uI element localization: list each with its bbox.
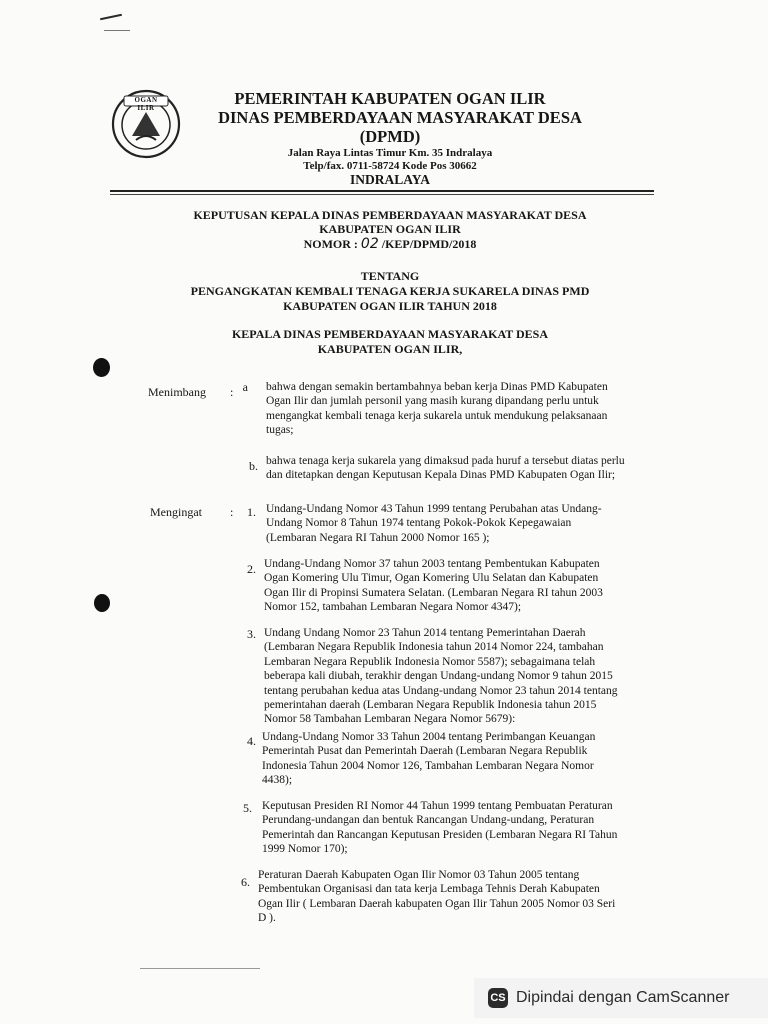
decree-subject-year: KABUPATEN OGAN ILIR TAHUN 2018 <box>283 299 497 313</box>
decree-number-handwritten: 02 <box>360 236 379 252</box>
text-line: Pemerintah dan Rancangan Keputusan Presiden (Lembaran Negara RI Tahun <box>262 828 618 841</box>
text-line: Indonesia Tahun 2004 Nomor 126, Tambahan Lembaran Negara Nomor <box>262 759 594 772</box>
mengingat-marker-2: 2. <box>247 562 256 576</box>
text-line: Keputusan Presiden RI Nomor 44 Tahun 1999 tentang Pembuatan Peraturan <box>262 800 613 812</box>
text-line: Perundang-undangan dan bentuk Rancangan Undang-undang, Peraturan <box>262 814 595 827</box>
menimbang-marker-a: a <box>242 380 248 394</box>
text-line: Nomor 152, tambahan Lembaran Negara Nomor 4347); <box>264 601 522 614</box>
decree-number-suffix: /KEP/DPMD/2018 <box>381 237 477 251</box>
scan-mark-top <box>100 14 122 21</box>
letterhead-agency: DINAS PEMBERDAYAAN MASYARAKAT DESA <box>218 108 582 127</box>
text-line: mengangkat kembali tenaga kerja sukarela untuk mendukung pelaksanaan <box>266 409 608 422</box>
letterhead-address: Jalan Raya Lintas Timur Km. 35 Indralaya <box>287 147 493 159</box>
text-line: beberapa kali diubah, terakhir dengan Undang-undang Nomor 9 tahun 2015 <box>264 670 613 683</box>
text-line: Ogan Ilir dan jumlah personil yang masih kurang dipandang perlu untuk <box>266 395 599 408</box>
mengingat-item-5 <box>262 799 617 857</box>
letterhead-phone: Telp/fax. 0711-58724 Kode Pos 30662 <box>303 160 477 172</box>
letterhead-divider <box>110 190 654 192</box>
camscanner-logo-icon: CS <box>488 988 508 1008</box>
letterhead-city: INDRALAYA <box>349 172 431 187</box>
mengingat-marker-1: 1. <box>247 505 256 519</box>
punch-hole-1 <box>93 358 110 377</box>
menimbang-colon: : <box>230 385 234 399</box>
text-line: Undang Undang Nomor 23 Tahun 2014 tentang Pemerintahan Daerah <box>264 627 586 639</box>
menimbang-item-b <box>266 454 625 483</box>
text-line: (Lembaran Negara Republik Indonesia tahun 2014 Nomor 224, tambahan <box>264 641 604 654</box>
text-line: dan ditetapkan dengan Keputusan Kepala Dinas PMD Kabupaten Ogan Ilir; <box>266 469 616 482</box>
text-line: tentang perubahan kedua atas Undang-undang Nomor 23 tahun 2014 tentang <box>264 684 618 697</box>
text-line: bahwa tenaga kerja sukarela yang dimaksud pada huruf a tersebut diatas perlu <box>266 455 625 467</box>
page-bottom-line <box>140 968 260 969</box>
mengingat-marker-3: 3. <box>247 627 256 641</box>
decree-number-prefix: NOMOR : <box>303 237 358 251</box>
text-line: bahwa dengan semakin bertambahnya beban kerja Dinas PMD Kabupaten <box>266 381 608 393</box>
mengingat-colon: : <box>230 505 234 519</box>
text-line: Lembaran Negara Republik Indonesia Nomor 5587); sebagaimana telah <box>264 655 596 668</box>
mengingat-marker-6: 6. <box>241 875 250 889</box>
text-line: Undang-Undang Nomor 33 Tahun 2004 tentang Perimbangan Keuangan <box>262 731 596 743</box>
mengingat-marker-4: 4. <box>247 734 256 748</box>
decree-title-regency: KABUPATEN OGAN ILIR <box>319 222 461 236</box>
decree-tentang: TENTANG <box>360 269 420 283</box>
camscanner-text: Dipindai dengan CamScanner <box>516 989 730 1006</box>
text-line: 1999 Nomor 170); <box>262 843 348 856</box>
menimbang-marker-b: b. <box>249 459 258 473</box>
text-line: tugas; <box>266 424 294 437</box>
mengingat-marker-5: 5. <box>243 801 252 815</box>
mengingat-item-6 <box>258 868 615 926</box>
text-line: Ogan Ilir ( Lembaran Daerah kabupaten Ogan Ilir Tahun 2005 Nomor 03 Seri <box>258 897 616 910</box>
text-line: Undang Nomor 8 Tahun 1974 tentang Pokok-Pokok Kepegawaian <box>266 517 572 530</box>
decree-title: KEPUTUSAN KEPALA DINAS PEMBERDAYAAN MASYARAKAT DESA <box>193 208 587 222</box>
text-line: Nomor 58 Tambahan Lembaran Negara Nomor 5679): <box>264 713 516 726</box>
letterhead-government: PEMERINTAH KABUPATEN OGAN ILIR <box>234 89 546 108</box>
decree-head-regency: KABUPATEN OGAN ILIR, <box>317 342 463 356</box>
text-line: Ogan Ilir di Propinsi Sumatera Selatan. (Lembaran Negara RI tahun 2003 <box>264 586 603 599</box>
scan-mark-dots <box>104 30 130 31</box>
menimbang-item-a <box>266 380 608 438</box>
mengingat-label: Mengingat <box>150 505 202 519</box>
mengingat-item-1 <box>266 502 602 545</box>
text-line: Ogan Komering Ulu Timur, Ogan Komering Ulu Selatan dan Kabupaten <box>264 572 599 585</box>
text-line: Undang-Undang Nomor 43 Tahun 1999 tentang Perubahan atas Undang- <box>266 503 602 515</box>
letterhead-divider-thin <box>110 194 654 195</box>
punch-hole-2 <box>94 594 110 612</box>
regency-logo <box>110 88 182 160</box>
text-line: Peraturan Daerah Kabupaten Ogan Ilir Nomor 03 Tahun 2005 tentang <box>258 869 580 881</box>
decree-head: KEPALA DINAS PEMBERDAYAAN MASYARAKAT DESA <box>231 327 549 341</box>
text-line: 4438); <box>262 774 293 787</box>
mengingat-item-2 <box>264 557 603 615</box>
text-line: D ). <box>258 912 276 925</box>
text-line: Pemerintah Pusat dan Pemerintah Daerah (Lembaran Negara Republik <box>262 745 588 758</box>
camscanner-watermark <box>474 978 768 1018</box>
text-line: Pembentukan Organisasi dan tata kerja Lembaga Tehnis Derah Kabupaten <box>258 883 600 896</box>
mengingat-item-4 <box>262 730 595 788</box>
logo-text: OGAN ILIR <box>134 96 158 112</box>
text-line: pemerintahan daerah (Lembaran Negara Republik Indonesia tahun 2015 <box>264 699 597 712</box>
letterhead-acronym: (DPMD) <box>359 127 421 146</box>
decree-subject: PENGANGKATAN KEMBALI TENAGA KERJA SUKARELA DINAS PMD <box>190 284 590 298</box>
text-line: (Lembaran Negara RI Tahun 2000 Nomor 165 ); <box>266 531 490 544</box>
mengingat-item-3 <box>264 626 618 727</box>
text-line: Undang-Undang Nomor 37 tahun 2003 tentang Pembentukan Kabupaten <box>264 558 600 570</box>
menimbang-label: Menimbang <box>148 385 206 399</box>
decree-number <box>150 236 630 252</box>
